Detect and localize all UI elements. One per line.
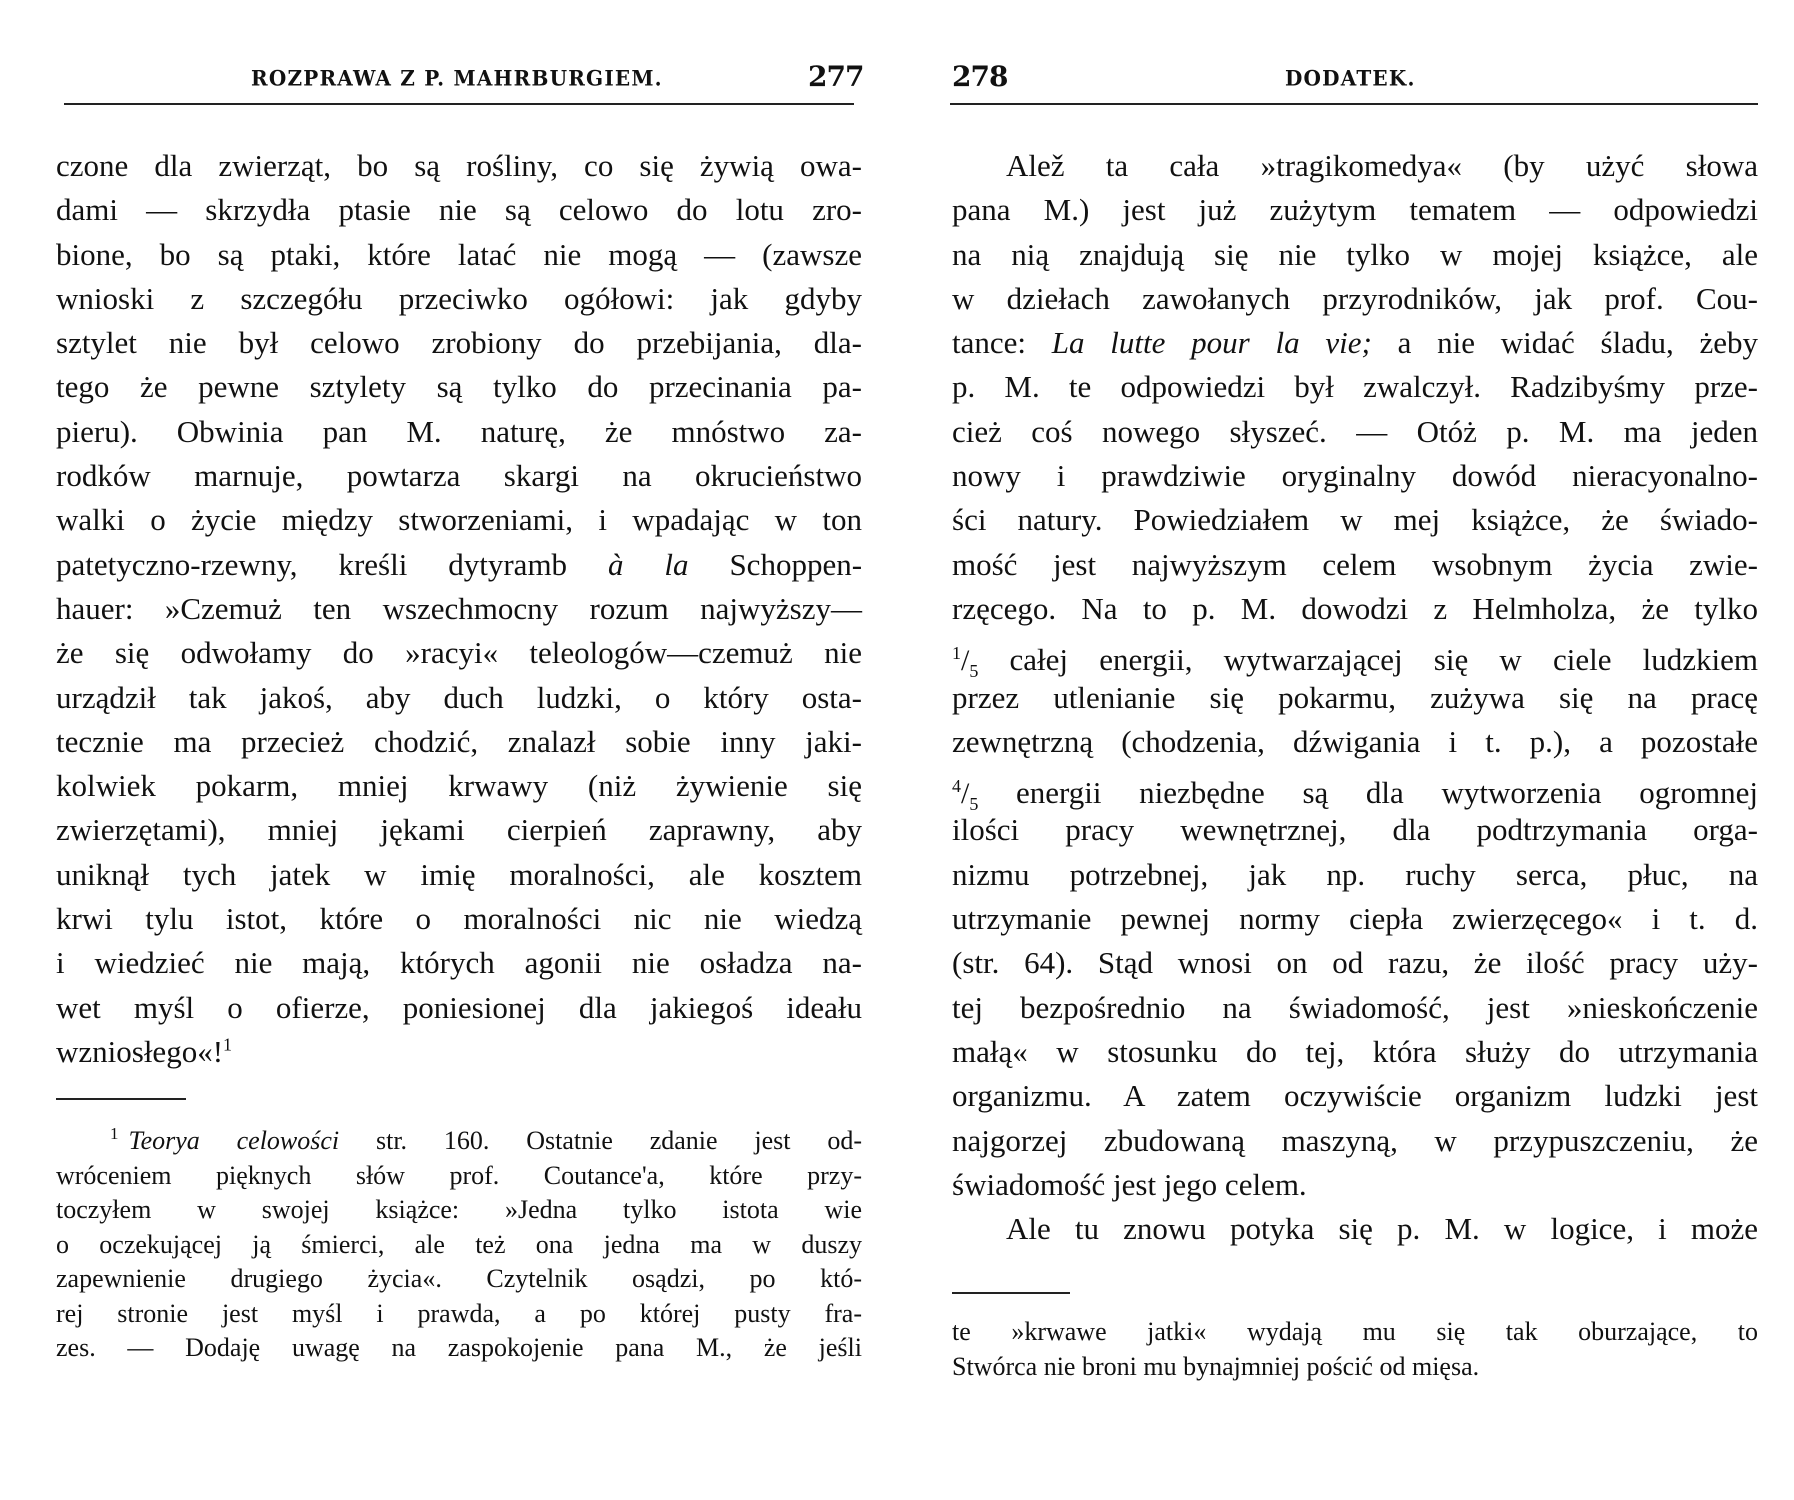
text-line xyxy=(952,321,1758,365)
text-segment: a nie widać śladu, żeby xyxy=(1397,325,1758,361)
footnote-line: toczyłem w swojej książce: »Jedna tylko istota wie xyxy=(56,1195,862,1224)
text-line: i wiedzieć nie mają, których agonii nie osładza na- xyxy=(56,945,862,981)
fraction-numerator: 4 xyxy=(952,776,961,797)
fraction-denominator: 5 xyxy=(969,661,979,682)
text-segment: patetyczno-rzewny, kreśli dytyramb xyxy=(56,546,568,582)
text-line xyxy=(56,543,862,587)
running-head xyxy=(56,60,864,93)
footnote-line: rej stronie jest myśl i prawda, a po której pusty fra- xyxy=(56,1298,862,1328)
text-line: hauer: »Czemuż ten wszechmocny rozum najwyższy— xyxy=(56,590,862,626)
text-line: pieru). Obwinia pan M. naturę, że mnóstwo za- xyxy=(56,413,862,449)
footnote-line: zes. — Dodaję uwagę na zaspokojenie pana M., że jeśli xyxy=(56,1333,862,1362)
text-line: kolwiek pokarm, mniej krwawy (niż żywienie się xyxy=(56,768,862,804)
body-text xyxy=(952,144,1758,1251)
text-line: ści natury. Powiedziałem w mej książce, że świado- xyxy=(952,502,1758,538)
text-line: że się odwołamy do »racyi« teleologów—czemuż nie xyxy=(56,635,862,671)
text-line: zewnętrzną (chodzenia, dźwigania i t. p.), a pozostałe xyxy=(952,723,1758,759)
footnote-line: te »krwawe jatki« wydają mu się tak oburzające, to xyxy=(952,1317,1758,1346)
text-line xyxy=(56,1030,862,1074)
header-rule xyxy=(950,103,1758,105)
text-line: cież coś nowego słyszeć. — Otóż p. M. ma jeden xyxy=(952,413,1758,449)
text-line: (str. 64). Stąd wnosi on od razu, że ilość pracy uży- xyxy=(952,945,1758,981)
text-segment: Schoppen- xyxy=(729,546,863,582)
fraction-numerator: 1 xyxy=(952,643,961,664)
footnote-italic-title: Teorya celowości xyxy=(128,1126,340,1155)
text-line: organizmu. A zatem oczywiście organizm ludzki jest xyxy=(952,1078,1758,1114)
text-line: tego że pewne sztylety są tylko do przecinania pa- xyxy=(56,369,862,405)
text-line xyxy=(952,631,1759,682)
text-line: nizmu potrzebnej, jak np. ruchy serca, płuc, na xyxy=(952,856,1758,892)
text-line: przez utlenianie się pokarmu, zużywa się na pracę xyxy=(952,679,1758,715)
fraction-one-fifth: $^1/_5$ xyxy=(952,643,979,682)
text-line: Alež ta cała »tragikomedya« (by użyć słowa xyxy=(1006,148,1758,183)
text-line: p. M. te odpowiedzi był zwalczył. Radzibyśmy prze- xyxy=(952,369,1758,405)
text-line: urządził tak jakoś, aby duch ludzki, o który osta- xyxy=(56,679,862,715)
text-line: krwi tylu istot, które o moralności nic nie wiedzą xyxy=(56,901,862,937)
text-line: czone dla zwierząt, bo są rośliny, co się żywią owa- xyxy=(56,148,862,183)
footnote-line: o oczekującej ją śmierci, ale też ona jedna ma w duszy xyxy=(56,1229,862,1259)
footnote-line: zapewnienie drugiego życia«. Czytelnik osądzi, po któ- xyxy=(56,1264,862,1293)
text-segment: energii niezbędne są dla wytworzenia ogromnej xyxy=(1016,775,1759,811)
footnote-continuation xyxy=(952,1315,1758,1384)
text-segment: całej energii, wytwarzającej się w ciele ludzkiem xyxy=(1009,642,1759,678)
fraction-four-fifths: $^4/_5$ xyxy=(952,776,979,815)
body-text xyxy=(56,144,862,1074)
footnote-rule xyxy=(56,1098,186,1100)
text-line: pana M.) jest już zużytym tematem — odpowiedzi xyxy=(952,192,1758,228)
text-line: w dziełach zawołanych przyrodników, jak prof. Cou- xyxy=(952,280,1758,316)
text-line: wet myśl o ofierze, poniesionej dla jakiegoś ideału xyxy=(56,989,862,1025)
header-rule xyxy=(64,103,854,105)
text-line: najgorzej zbudowaną maszyną, w przypuszczeniu, że xyxy=(952,1122,1758,1158)
text-line: nowy i prawdziwie oryginalny dowód nieracyonalno- xyxy=(952,458,1758,494)
text-line: zwierzętami), mniej jękami cierpień zaprawny, aby xyxy=(56,812,862,848)
page-number: 277 xyxy=(808,60,864,93)
text-segment: wzniosłego«! xyxy=(56,1033,224,1069)
running-title: DODATEK. xyxy=(1285,65,1416,91)
text-line: wnioski z szczegółu przeciwko ogółowi: jak gdyby xyxy=(56,280,862,316)
footnote-number: 1 xyxy=(110,1124,119,1144)
text-line: Ale tu znowu potyka się p. M. w logice, i może xyxy=(1006,1211,1758,1247)
text-line: ilości pracy wewnętrznej, dla podtrzymania orga- xyxy=(952,812,1758,848)
text-segment: str. 160. Ostatnie zdanie jest od- xyxy=(375,1126,862,1155)
text-line: tej bezpośrednio na świadomość, jest »nieskończenie xyxy=(952,989,1758,1025)
italic-phrase: à la xyxy=(607,546,689,582)
text-line: utrzymanie pewnej normy ciepła zwierzęcego« i t. d. xyxy=(952,901,1758,937)
text-line: bione, bo są ptaki, które latać nie mogą — (zawsze xyxy=(56,236,862,272)
text-line: tecznie ma przecież chodzić, znalazł sobie inny jaki- xyxy=(56,723,862,759)
text-line: uniknął tych jatek w imię moralności, ale kosztem xyxy=(56,856,862,892)
text-line: rodków marnuje, powtarza skargi na okrucieństwo xyxy=(56,458,862,494)
footnote-line: Stwórca nie broni mu bynajmniej pościć od mięsa. xyxy=(952,1351,1480,1381)
text-line: dami — skrzydła ptasie nie są celowo do lotu zro- xyxy=(56,192,862,228)
footnote-line: wróceniem pięknych słów prof. Coutance'a, które przy- xyxy=(56,1160,862,1190)
text-line: na nią znajdują się nie tylko w mojej książce, ale xyxy=(952,236,1758,272)
text-line: rzęcego. Na to p. M. dowodzi z Helmholza, że tylko xyxy=(952,590,1758,626)
text-line: mość jest najwyższym celem wsobnym życia zwie- xyxy=(952,546,1758,582)
footnote-reference: 1 xyxy=(223,1034,233,1055)
text-line: świadomość jest jego celem. xyxy=(952,1166,1307,1202)
text-line: walki o życie między stworzeniami, i wpadając w ton xyxy=(56,502,862,538)
text-line: sztylet nie był celowo zrobiony do przebijania, dla- xyxy=(56,325,862,361)
text-segment: tance: xyxy=(952,325,1027,361)
italic-title: La lutte pour la vie; xyxy=(1051,325,1372,361)
text-line xyxy=(952,764,1759,815)
fraction-denominator: 5 xyxy=(969,794,979,815)
running-title: ROZPRAWA Z P. MAHRBURGIEM. xyxy=(251,65,663,91)
running-head xyxy=(952,60,1758,93)
footnote-line xyxy=(56,1124,862,1159)
footnote-rule xyxy=(952,1292,1070,1294)
text-line: małą« w stosunku do tej, która służy do utrzymania xyxy=(952,1033,1758,1069)
page-number: 278 xyxy=(952,60,1008,93)
footnote xyxy=(56,1124,862,1366)
